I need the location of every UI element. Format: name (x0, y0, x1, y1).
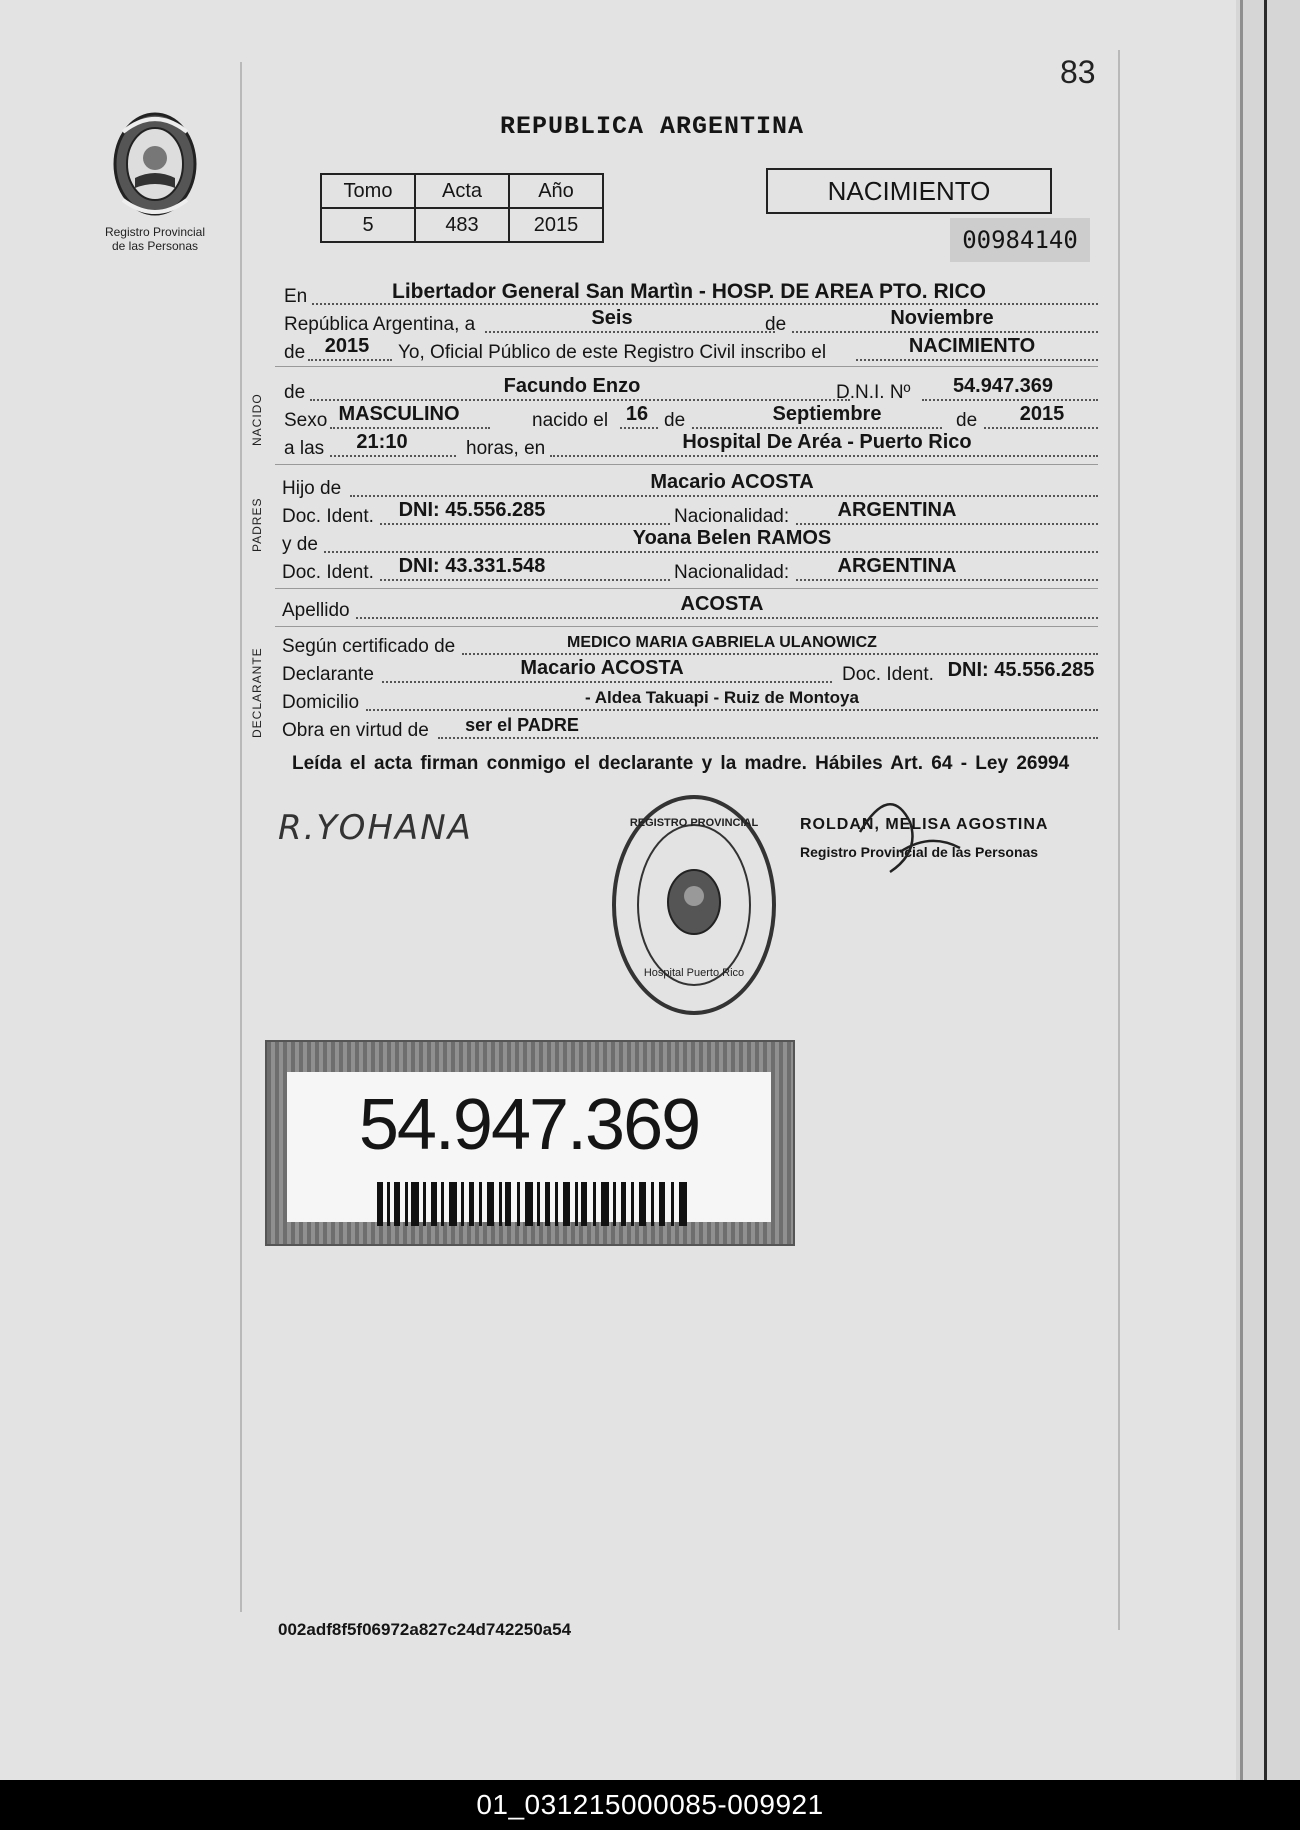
row-mother (282, 527, 1098, 556)
label-obra-en-virtud: Obra en virtud de (282, 720, 429, 741)
dotted-line (438, 737, 1098, 739)
value-acta: 483 (415, 208, 509, 242)
field-day: Seis (591, 307, 633, 329)
label-y-de: y de (282, 534, 318, 555)
dotted-line (856, 359, 1098, 361)
label-nacido-el: nacido el (532, 410, 609, 431)
dotted-line (324, 551, 1098, 553)
officer-signature-icon (850, 792, 970, 882)
dotted-line (796, 523, 1098, 525)
field-father-name: Macario ACOSTA (650, 471, 814, 493)
field-surname: ACOSTA (680, 593, 764, 615)
dotted-line (356, 617, 1098, 619)
label-dni: D.N.I. Nº (836, 382, 911, 403)
value-ano: 2015 (509, 208, 603, 242)
section-label-nacido: NACIDO (250, 393, 264, 446)
header-tomo: Tomo (321, 174, 415, 208)
label-hijo-de: Hijo de (282, 478, 342, 499)
row-obra (282, 716, 1098, 742)
label-declarante: Declarante (282, 664, 374, 685)
dotted-line (308, 359, 392, 361)
field-birth-year: 2015 (1019, 403, 1065, 425)
label-domicilio: Domicilio (282, 692, 360, 713)
label-doc-ident: Doc. Ident. (842, 664, 934, 685)
row-place (282, 282, 1098, 308)
label-de: de (765, 314, 787, 335)
section-separator (275, 626, 1098, 627)
dni-barcode-sticker (265, 1040, 795, 1246)
stamp-seal-icon (608, 790, 780, 1020)
officer-name: ROLDAN, MELISA AGOSTINA (800, 816, 1049, 833)
field-obra: ser el PADRE (465, 715, 579, 735)
label-en: En (284, 286, 308, 307)
header-acta: Acta (415, 174, 509, 208)
field-declarant-doc: DNI: 45.556.285 (947, 659, 1095, 681)
dotted-line (330, 427, 490, 429)
field-declarant-name: Macario ACOSTA (520, 657, 684, 679)
row-declarant (282, 657, 1098, 686)
row-nacido-name (282, 375, 1098, 404)
field-mother-name: Yoana Belen RAMOS (632, 527, 832, 549)
dotted-line (366, 709, 1098, 711)
dotted-line (550, 455, 1098, 457)
label-sexo: Sexo (284, 410, 328, 431)
field-place: Libertador General San Martìn - HOSP. DE AREA PTO. RICO (392, 280, 986, 303)
right-margin-line (1118, 50, 1120, 1630)
barcode-icon (377, 1182, 687, 1226)
logo-caption-line2: de las Personas (111, 239, 199, 253)
section-label-padres: PADRES (250, 497, 264, 552)
row-mother-doc (282, 555, 1098, 584)
label-nacionalidad: Nacionalidad: (674, 562, 790, 583)
dotted-line (692, 427, 942, 429)
label-segun-certificado: Según certificado de (282, 636, 456, 657)
dotted-line (485, 331, 775, 333)
label-doc-ident: Doc. Ident. (282, 562, 374, 583)
dotted-line (330, 455, 456, 457)
svg-text:Hospital Puerto Rico: Hospital Puerto Rico (643, 967, 745, 979)
field-birth-day: 16 (625, 403, 649, 425)
section-separator (275, 366, 1098, 367)
page-number: 83 (1060, 54, 1096, 90)
logo-caption-line1: Registro Provincial (104, 225, 206, 239)
registry-value-row (321, 208, 603, 242)
document-title: REPUBLICA ARGENTINA (500, 112, 805, 141)
misiones-coat-of-arms-icon (105, 108, 205, 220)
section-separator (275, 588, 1098, 589)
dotted-line (462, 653, 1098, 655)
field-domicile: - Aldea Takuapi - Ruiz de Montoya (585, 688, 859, 707)
field-mother-nationality: ARGENTINA (837, 555, 957, 577)
row-domicile (282, 688, 1098, 714)
mother-signature: R.YOHANA (278, 808, 473, 848)
dotted-line (922, 399, 1098, 401)
registry-logo (92, 108, 218, 253)
field-inscribe-type: NACIMIENTO (908, 335, 1036, 357)
barcode-number: 54.947.369 (358, 1085, 700, 1165)
dotted-line (382, 681, 832, 683)
page-edge (1236, 0, 1300, 1780)
page-edge-line (1240, 0, 1243, 1780)
field-certificate: MEDICO MARIA GABRIELA ULANOWICZ (567, 634, 877, 651)
header-ano: Año (509, 174, 603, 208)
serial-number: 00984140 (950, 218, 1090, 262)
field-child-dni: 54.947.369 (952, 375, 1054, 397)
left-margin-line (240, 62, 242, 1612)
officer-office: Registro Provincial de las Personas (800, 844, 1039, 860)
row-date (282, 307, 1098, 336)
document-hash: 002adf8f5f06972a827c24d742250a54 (278, 1620, 572, 1639)
row-father (282, 471, 1098, 500)
label-nacionalidad: Nacionalidad: (674, 506, 790, 527)
label-republica: República Argentina, a (284, 314, 476, 335)
section-separator (275, 464, 1098, 465)
label-de: de (284, 342, 306, 363)
field-child-name: Facundo Enzo (503, 375, 641, 397)
label-apellido: Apellido (282, 600, 350, 621)
section-label-declarante: DECLARANTE (250, 647, 264, 738)
legal-text: Leída el acta firman conmigo el declarante y la madre. Hábiles Art. 64 - Ley 26994 (292, 753, 1070, 774)
dotted-line (350, 495, 1098, 497)
official-stamp (608, 790, 780, 1020)
label-yo-oficial: Yo, Oficial Público de este Registro Civil inscribo el (398, 342, 827, 363)
field-mother-doc: DNI: 43.331.548 (398, 555, 546, 577)
dotted-line (984, 427, 1098, 429)
dotted-line (796, 579, 1098, 581)
label-a-las: a las (284, 438, 325, 459)
field-birth-time: 21:10 (356, 431, 408, 453)
registry-table (320, 173, 604, 243)
row-apellido (282, 593, 1098, 622)
dotted-line (380, 523, 670, 525)
dotted-line (792, 331, 1098, 333)
field-birth-place: Hospital De Aréa - Puerto Rico (682, 431, 972, 453)
row-inscription (282, 335, 1098, 364)
row-nacido-sex (282, 403, 1098, 432)
field-father-nationality: ARGENTINA (837, 499, 957, 521)
dotted-line (310, 399, 850, 401)
page-edge-shadow (1264, 0, 1267, 1780)
field-father-doc: DNI: 45.556.285 (398, 499, 546, 521)
dotted-line (380, 579, 670, 581)
label-de: de (664, 410, 686, 431)
svg-text:REGISTRO PROVINCIAL: REGISTRO PROVINCIAL (629, 817, 759, 829)
barcode-label (287, 1072, 771, 1222)
dotted-line (620, 427, 658, 429)
row-certificate (282, 632, 1098, 658)
row-father-doc (282, 499, 1098, 528)
value-tomo: 5 (321, 208, 415, 242)
field-sex: MASCULINO (338, 403, 460, 425)
record-kind: NACIMIENTO (766, 168, 1052, 214)
footer-id-bar: 01_031215000085-009921 (0, 1780, 1300, 1830)
label-de: de (284, 382, 306, 403)
label-doc-ident: Doc. Ident. (282, 506, 374, 527)
label-horas-en: horas, en (466, 438, 546, 459)
registry-header-row (321, 174, 603, 208)
field-birth-month: Septiembre (772, 403, 882, 425)
field-year: 2015 (324, 335, 370, 357)
row-nacido-time (282, 431, 1098, 460)
field-month: Noviembre (890, 307, 994, 329)
label-de: de (956, 410, 978, 431)
